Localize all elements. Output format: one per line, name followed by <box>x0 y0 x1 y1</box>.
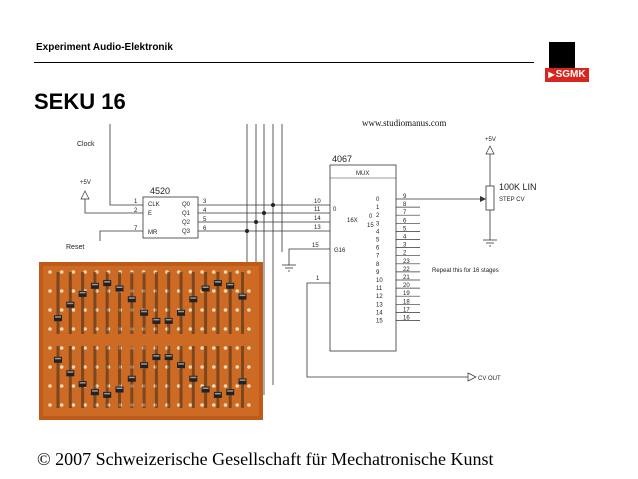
slider-knob <box>116 387 124 393</box>
mux-channel-1: 1 <box>376 205 380 212</box>
solder-pad <box>48 384 52 388</box>
solder-pad <box>224 327 228 331</box>
mux-chip <box>330 165 396 351</box>
g16-wire <box>289 249 330 265</box>
supply-right-label: +5V <box>485 137 496 143</box>
slider-knob <box>152 318 160 324</box>
solder-pad <box>48 403 52 407</box>
mux-channel-6: 6 <box>376 245 380 252</box>
solder-pad <box>189 365 193 369</box>
pin-q3: Q3 <box>182 229 191 235</box>
solder-pad <box>189 308 193 312</box>
mux-g16-pin: 15 <box>312 243 319 249</box>
solder-pad <box>212 270 216 274</box>
slider-knob-highlight <box>190 377 196 379</box>
solder-pad <box>212 327 216 331</box>
solder-pad <box>247 365 251 369</box>
solder-pad <box>200 308 204 312</box>
supply-left-label: +5V <box>80 180 91 186</box>
solder-pad <box>235 270 239 274</box>
slider-knob <box>239 378 247 384</box>
slider-knob-highlight <box>80 292 86 294</box>
slider-knob <box>202 387 210 393</box>
slider-knob-highlight <box>227 284 233 286</box>
solder-pad <box>189 327 193 331</box>
solder-pad <box>48 270 52 274</box>
solder-pad <box>235 308 239 312</box>
mux-in-14: 14 <box>314 216 321 222</box>
solder-pad <box>48 346 52 350</box>
solder-pad <box>212 308 216 312</box>
slider-knob <box>239 294 247 300</box>
slider-track <box>57 346 60 408</box>
mux-channel-8: 8 <box>376 261 380 268</box>
slider-knob <box>103 280 111 286</box>
mux-channel-pin-9: 9 <box>403 194 407 200</box>
supply-left-symbol <box>81 191 89 199</box>
solder-pad <box>60 403 64 407</box>
logo-text: SGMK <box>555 69 586 80</box>
solder-pad <box>48 327 52 331</box>
potentiometer <box>486 186 494 210</box>
slider-knob <box>66 302 74 308</box>
slider-track <box>204 272 207 334</box>
slider-track <box>192 272 195 334</box>
slider-knob-highlight <box>104 393 110 395</box>
solder-pad <box>200 270 204 274</box>
mux-channel-pin-23: 23 <box>403 258 410 265</box>
slider-track <box>229 272 232 334</box>
slider-knob-highlight <box>129 377 135 379</box>
mux-channel-pin-4: 4 <box>403 234 407 241</box>
slider-knob-highlight <box>80 382 86 384</box>
mux-input-pins <box>314 199 321 231</box>
solder-pad <box>235 346 239 350</box>
mux-channel-pin-22: 22 <box>403 266 410 273</box>
pin-e: E <box>148 211 153 217</box>
slider-track <box>81 272 84 334</box>
mux-channel-5: 5 <box>376 237 380 244</box>
slider-knob <box>214 392 222 398</box>
pin-q2: Q2 <box>182 220 191 226</box>
slider-knob <box>189 296 197 302</box>
solder-pad <box>72 308 76 312</box>
slider-track <box>81 346 84 408</box>
slider-knob-highlight <box>117 388 123 390</box>
slider-knob <box>128 296 136 302</box>
slider-track <box>241 346 244 408</box>
mux-0-left: 0 <box>333 207 337 213</box>
mux-channel-10: 10 <box>376 278 383 284</box>
pin-mr: MR <box>148 230 158 236</box>
mux-15: 15 <box>367 223 374 229</box>
slider-track <box>143 346 146 408</box>
mux-in-10: 10 <box>314 199 321 205</box>
pin-clk: CLK <box>148 202 160 208</box>
slider-knob <box>79 381 87 387</box>
solder-pad <box>212 365 216 369</box>
supply-right-symbol <box>486 146 494 154</box>
solder-pad <box>72 403 76 407</box>
mux-channel-pin-3: 3 <box>403 242 407 249</box>
solder-pad <box>48 289 52 293</box>
slider-track <box>69 346 72 408</box>
slider-knob <box>226 389 234 395</box>
slider-track <box>204 346 207 408</box>
solder-pad <box>224 346 228 350</box>
solder-pad <box>72 327 76 331</box>
counter-chip-name: 4520 <box>150 186 171 196</box>
slider-knob-highlight <box>67 371 73 373</box>
mux-channel-pin-7: 7 <box>403 210 407 217</box>
slider-knob <box>54 357 62 363</box>
mux-0-15: 0 <box>369 214 373 220</box>
solder-pad <box>189 403 193 407</box>
solder-pad <box>60 327 64 331</box>
slider-knob <box>91 389 99 395</box>
slide-title: SEKU 16 <box>34 89 126 114</box>
slider-knob-highlight <box>141 311 147 313</box>
slider-knob <box>54 315 62 321</box>
slider-track <box>118 346 121 408</box>
mux-channel-4: 4 <box>376 229 380 236</box>
pin-num-5: 5 <box>203 217 207 223</box>
slider-knob-highlight <box>92 390 98 392</box>
mux-channel-pin-16: 16 <box>403 315 410 322</box>
slider-track <box>241 272 244 334</box>
slider-knob-highlight <box>153 319 159 321</box>
solder-pad <box>235 289 239 293</box>
solder-pad <box>247 346 251 350</box>
solder-pad <box>189 346 193 350</box>
solder-pad <box>72 365 76 369</box>
slider-track <box>180 272 183 334</box>
solder-pad <box>224 308 228 312</box>
solder-pad <box>60 308 64 312</box>
solder-pad <box>224 403 228 407</box>
slider-knob <box>165 318 173 324</box>
slider-knob-highlight <box>215 281 221 283</box>
mux-channel-0: 0 <box>376 197 380 203</box>
slider-track <box>155 272 158 334</box>
slider-knob <box>177 362 185 368</box>
mux-channel-pin-18: 18 <box>403 299 410 306</box>
solder-pad <box>224 384 228 388</box>
mux-chip-name: 4067 <box>332 154 353 164</box>
slider-knob <box>226 283 234 289</box>
mux-channel-pin-17: 17 <box>403 307 410 314</box>
ground-right <box>483 240 497 246</box>
mux-channel-pin-5: 5 <box>403 226 407 233</box>
copyright-footer: © 2007 Schweizerische Gesellschaft für Mechatronische Kunst <box>37 449 494 469</box>
seku16-pcb-photo <box>39 262 263 420</box>
slider-knob-highlight <box>227 390 233 392</box>
solder-pad <box>235 403 239 407</box>
slider-knob-highlight <box>190 297 196 299</box>
slider-knob-highlight <box>104 281 110 283</box>
pin-num-6: 6 <box>203 226 207 232</box>
slider-knob-highlight <box>67 303 73 305</box>
slider-knob-highlight <box>153 355 159 357</box>
mux-channel-pin-19: 19 <box>403 291 410 298</box>
pin-num-1: 1 <box>134 199 138 205</box>
solder-pad <box>72 384 76 388</box>
slider-knob <box>128 376 136 382</box>
mux-channel-9: 9 <box>376 269 380 276</box>
slider-knob-highlight <box>215 393 221 395</box>
solder-pad <box>200 365 204 369</box>
mux-channel-3: 3 <box>376 221 380 228</box>
mux-channel-15: 15 <box>376 318 383 325</box>
solder-pad <box>224 289 228 293</box>
course-subtitle: Experiment Audio-Elektronik <box>36 42 173 53</box>
slider-track <box>57 272 60 334</box>
slider-track <box>93 272 96 334</box>
solder-pad <box>247 270 251 274</box>
clock-label: Clock <box>77 141 95 148</box>
slider-knob <box>202 286 210 292</box>
mux-in-11: 11 <box>314 207 321 213</box>
solder-pad <box>235 327 239 331</box>
solder-pad <box>60 346 64 350</box>
slider-knob-highlight <box>178 311 184 313</box>
slider-knob-highlight <box>166 355 172 357</box>
mux-channel-14: 14 <box>376 310 383 317</box>
solder-pad <box>200 403 204 407</box>
mux-g16: G16 <box>334 248 346 254</box>
slider-track <box>130 272 133 334</box>
slider-knob <box>177 310 185 316</box>
mux-channel-pin-20: 20 <box>403 283 410 290</box>
pin-num-2: 2 <box>134 208 138 214</box>
pin-num-4: 4 <box>203 208 207 214</box>
slider-track <box>118 272 121 334</box>
mux-pin-1: 1 <box>316 276 320 282</box>
solder-pad <box>247 289 251 293</box>
solder-pad <box>60 365 64 369</box>
pin-q1: Q1 <box>182 211 191 217</box>
slider-knob <box>165 354 173 360</box>
mux-channel-pin-8: 8 <box>403 202 407 209</box>
solder-pad <box>247 384 251 388</box>
mux-channel-13: 13 <box>376 302 383 309</box>
solder-pad <box>224 270 228 274</box>
solder-pad <box>247 308 251 312</box>
slider-knob <box>79 291 87 297</box>
slider-knob <box>103 392 111 398</box>
mux-channel-12: 12 <box>376 294 383 301</box>
slider-knob <box>140 362 148 368</box>
slider-track <box>216 346 219 408</box>
solder-pad <box>212 403 216 407</box>
solder-pad <box>189 289 193 293</box>
solder-pad <box>224 365 228 369</box>
slider-track <box>167 272 170 334</box>
solder-pad <box>60 384 64 388</box>
slider-knob-highlight <box>55 358 61 360</box>
solder-pad <box>189 384 193 388</box>
slider-knob <box>116 286 124 292</box>
solder-pad <box>60 289 64 293</box>
slider-knob-highlight <box>92 284 98 286</box>
slider-knob-highlight <box>129 297 135 299</box>
slider-track <box>106 346 109 408</box>
arrow-icon: ▶ <box>548 70 555 79</box>
slider-track <box>143 272 146 334</box>
cvout-label: CV OUT <box>478 376 501 382</box>
mux-channel-pin-6: 6 <box>403 218 407 225</box>
slider-knob <box>140 310 148 316</box>
slider-knob-highlight <box>240 295 246 297</box>
reset-wire <box>100 231 143 241</box>
solder-pad <box>72 270 76 274</box>
pin-num-7: 7 <box>134 226 138 232</box>
solder-pad <box>189 270 193 274</box>
slider-knob-highlight <box>178 363 184 365</box>
pin-q0: Q0 <box>182 202 191 208</box>
solder-pad <box>48 308 52 312</box>
solder-pad <box>60 270 64 274</box>
slider-track <box>180 346 183 408</box>
solder-pad <box>247 403 251 407</box>
reset-label: Reset <box>66 244 85 251</box>
solder-pad <box>212 384 216 388</box>
solder-pad <box>200 327 204 331</box>
solder-pad <box>48 365 52 369</box>
clock-wire <box>110 124 143 205</box>
mux-channel-pin-2: 2 <box>403 250 407 257</box>
solder-pad <box>212 346 216 350</box>
slider-track <box>93 346 96 408</box>
slider-knob-highlight <box>203 287 209 289</box>
mux-channel-2: 2 <box>376 213 380 220</box>
solder-pad <box>235 384 239 388</box>
solder-pad <box>200 346 204 350</box>
mux-channel-11: 11 <box>376 286 383 293</box>
slider-track <box>229 346 232 408</box>
solder-pad <box>235 365 239 369</box>
cvout-arrow <box>468 373 476 381</box>
slider-knob-highlight <box>117 287 123 289</box>
slider-knob-highlight <box>240 379 246 381</box>
slider-knob <box>66 370 74 376</box>
junction-dots <box>245 203 275 233</box>
solder-pad <box>72 289 76 293</box>
mux-channel-7: 7 <box>376 253 380 260</box>
slider-knob <box>91 283 99 289</box>
pot-label: 100K LIN <box>499 182 537 192</box>
slider-knob-highlight <box>166 319 172 321</box>
pin-num-3: 3 <box>203 199 207 205</box>
solder-pad <box>212 289 216 293</box>
pot-sub-label: STEP CV <box>499 197 525 203</box>
url-label: www.studiomanus.com <box>362 118 447 128</box>
mux-16x: 16X <box>347 218 358 224</box>
wiper-arrow <box>480 196 486 202</box>
slider-knob-highlight <box>55 316 61 318</box>
slider-knob-highlight <box>203 388 209 390</box>
mux-channel-pin-21: 21 <box>403 275 410 281</box>
solder-pad <box>247 327 251 331</box>
repeat-note: Repeat this for 16 stages <box>432 268 499 274</box>
ground-left <box>282 265 296 271</box>
mux-header: MUX <box>356 171 370 177</box>
solder-pad <box>72 346 76 350</box>
slider-knob-highlight <box>141 363 147 365</box>
mux-in-13: 13 <box>314 225 321 231</box>
slider-knob <box>152 354 160 360</box>
slider-knob <box>214 280 222 286</box>
slider-knob <box>189 376 197 382</box>
